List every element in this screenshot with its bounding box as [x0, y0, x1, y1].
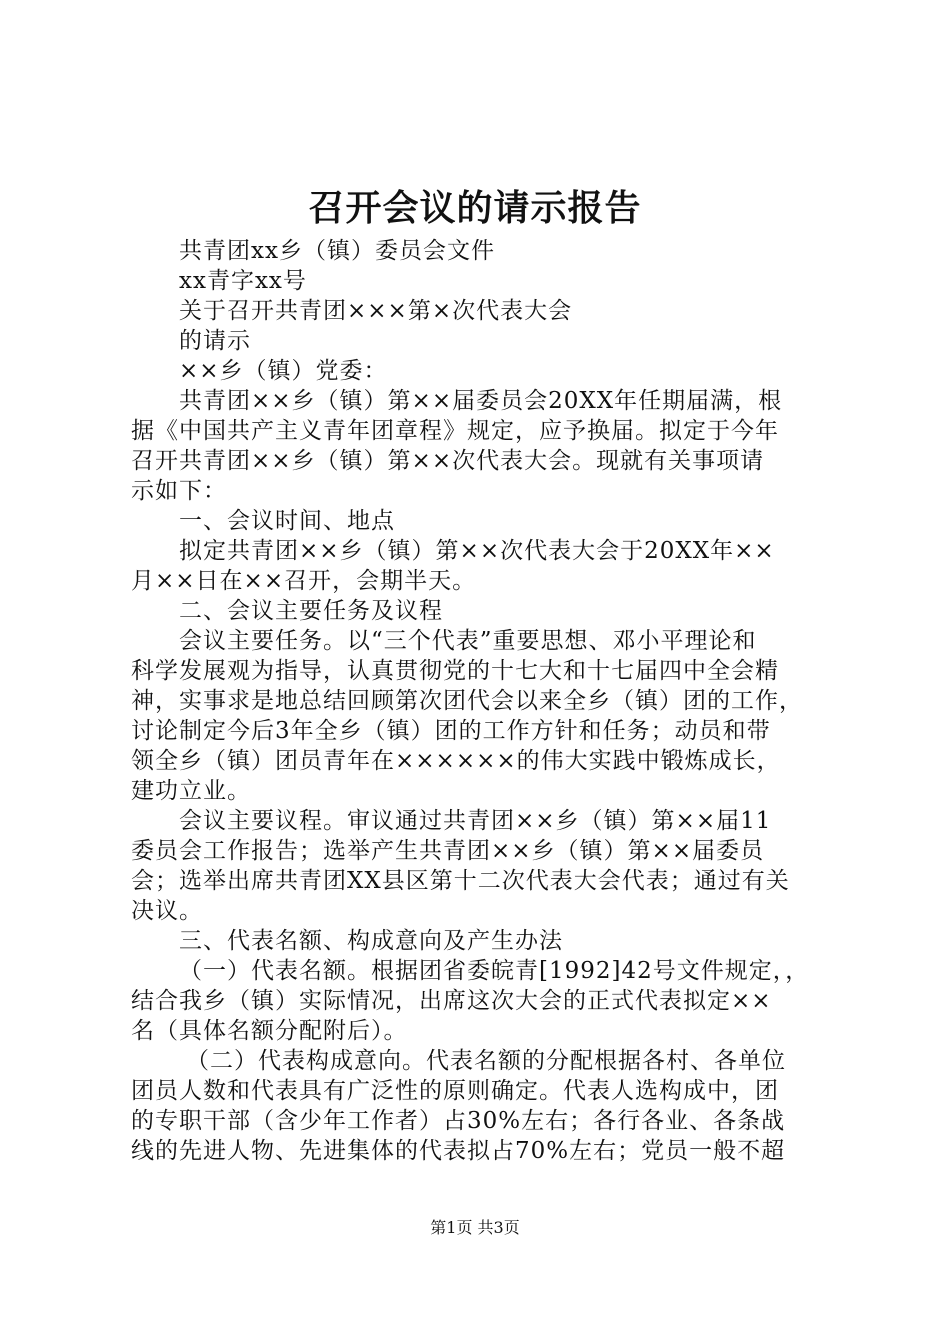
text-line: （一）代表名额。根据团省委皖青[1992]42号文件规定，， [179, 958, 810, 984]
section-heading: 三、代表名额、构成意向及产生办法 [179, 928, 563, 954]
text-line: 据《中国共产主义青年团章程》规定，应予换届。拟定于今年 [131, 418, 779, 444]
text-line: 科学发展观为指导，认真贯彻党的十七大和十七届四中全会精 [131, 658, 779, 684]
text-line: 召开共青团××乡（镇）第××次代表大会。现就有关事项请 [131, 448, 765, 474]
text-line: 会议主要任务。以“三个代表”重要思想、邓小平理论和 [179, 628, 757, 654]
text-line: 关于召开共青团×××第×次代表大会 [179, 298, 573, 324]
text-line: 拟定共青团××乡（镇）第××次代表大会于20XX年×× [179, 538, 775, 564]
text-line: 决议。 [131, 898, 203, 924]
section-heading: 一、会议时间、地点 [179, 508, 395, 534]
text-line: 建功立业。 [131, 778, 251, 804]
text-line: 委员会工作报告；选举产生共青团××乡（镇）第××届委员 [131, 838, 765, 864]
text-line: xx青字xx号 [179, 268, 307, 294]
text-line: （二）代表构成意向。代表名额的分配根据各村、各单位 [186, 1048, 786, 1074]
text-line: 会；选举出席共青团XX县区第十二次代表大会代表；通过有关 [131, 868, 790, 894]
document-body [131, 236, 831, 1166]
text-line: 神，实事求是地总结回顾第次团代会以来全乡（镇）团的工作， [131, 688, 803, 714]
section-heading: 二、会议主要任务及议程 [179, 598, 443, 624]
document-title: 召开会议的请示报告 [308, 187, 642, 229]
text-line: 示如下： [131, 478, 227, 504]
text-line: ××乡（镇）党委： [179, 358, 388, 384]
text-line: 月××日在××召开，会期半天。 [131, 568, 477, 594]
text-line: 结合我乡（镇）实际情况，出席这次大会的正式代表拟定×× [131, 988, 772, 1014]
text-line: 领全乡（镇）团员青年在××××××的伟大实践中锻炼成长， [131, 748, 781, 774]
text-line: 的请示 [179, 328, 251, 354]
text-line: 的专职干部（含少年工作者）占30%左右；各行各业、各条战 [131, 1108, 786, 1134]
text-line: 讨论制定今后3年全乡（镇）团的工作方针和任务；动员和带 [131, 718, 771, 744]
text-line: 线的先进人物、先进集体的代表拟占70%左右；党员一般不超 [131, 1138, 786, 1164]
page-footer: 第1页 共3页 [430, 1218, 520, 1237]
text-line: 团员人数和代表具有广泛性的原则确定。代表人选构成中，团 [131, 1078, 779, 1104]
text-line: 共青团××乡（镇）第××届委员会20XX年任期届满，根 [179, 388, 783, 414]
text-line: 名（具体名额分配附后）。 [131, 1018, 408, 1044]
text-line: 共青团xx乡（镇）委员会文件 [179, 238, 495, 264]
text-line: 会议主要议程。审议通过共青团××乡（镇）第××届11 [179, 808, 772, 834]
